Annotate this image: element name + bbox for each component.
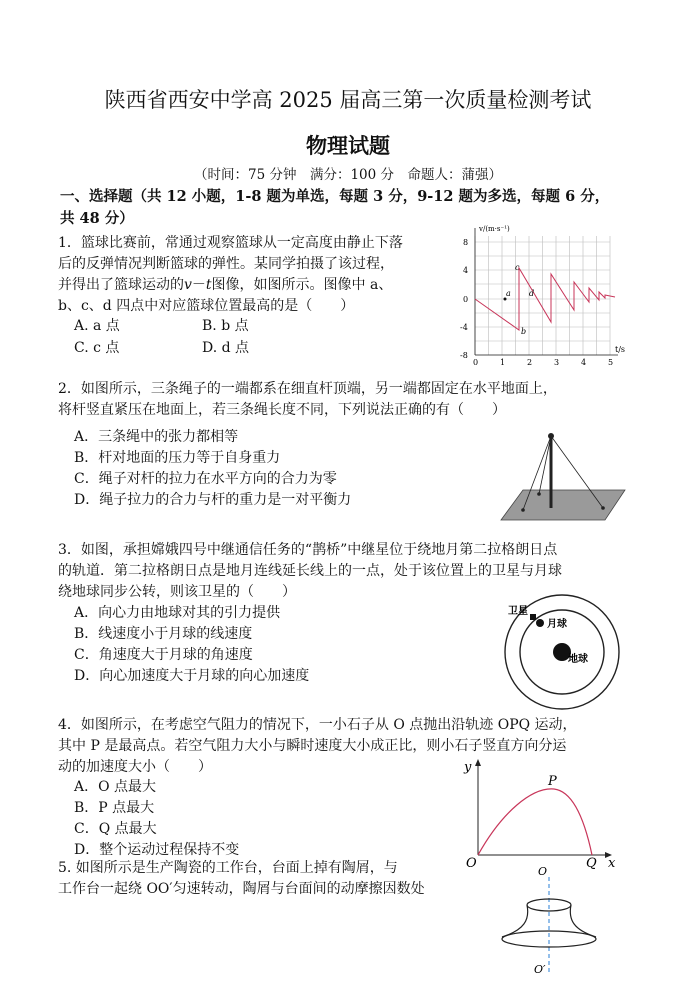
ytick: -8 — [460, 351, 468, 360]
section-heading-line1: 一、选择题（共 12 小题，1-8 题为单选，每题 3 分，9-12 题为多选，每题 6 分， — [60, 188, 610, 205]
q4-option-a[interactable]: A．O 点最大 — [74, 779, 157, 795]
question-1-stem — [58, 233, 458, 317]
q3-option-a[interactable]: A．向心力由地球对其的引力提供 — [74, 605, 281, 621]
q4-trajectory-figure — [462, 757, 622, 869]
q3-option-c[interactable]: C．角速度大于月球的角速度 — [74, 647, 253, 663]
q2-option-c[interactable]: C．绳子对杆的拉力在水平方向的合力为零 — [74, 471, 337, 487]
point-p-label: P — [548, 774, 557, 789]
q2-option-a[interactable]: A．三条绳中的张力都相等 — [74, 429, 239, 445]
moon-label: 月球 — [547, 619, 567, 630]
point-c-label: c — [515, 263, 520, 272]
q3-option-b[interactable]: B．线速度小于月球的线速度 — [74, 626, 253, 642]
q2-pole-figure — [495, 428, 635, 528]
axis-bottom-label: O′ — [534, 963, 546, 976]
q1-line: 并得出了篮球运动的𝑣－𝑡图像，如图所示。图像中 a、 — [58, 277, 393, 293]
q4-line: 动的加速度大小（ ） — [58, 759, 212, 775]
q4-option-b[interactable]: B．P 点最大 — [74, 800, 155, 816]
q4-line: 4．如图所示，在考虑空气阻力的情况下，一小石子从 O 点抛出沿轨迹 OPQ 运动， — [58, 717, 577, 733]
point-d-label: d — [529, 289, 535, 298]
x-axis-label: x — [608, 856, 616, 869]
graph-xlabel: t/s — [615, 345, 626, 354]
q1-line: b、c、d 四点中对应篮球位置最高的是（ ） — [58, 298, 355, 314]
q5-turntable-figure — [490, 865, 630, 980]
q3-line: 的轨道．第二拉格朗日点是地月连线延长线上的一点，处于该位置上的卫星与月球 — [58, 563, 562, 579]
q3-line: 3．如图，承担嫦娥四号中继通信任务的“鹊桥”中继星位于绕地月第二拉格朗日点 — [58, 542, 558, 558]
q2-line: 2．如图所示，三条绳子的一端都系在细直杆顶端，另一端都固定在水平地面上， — [58, 381, 557, 397]
q2-option-d[interactable]: D．绳子拉力的合力与杆的重力是一对平衡力 — [74, 492, 352, 508]
q3-line: 绕地球同步公转，则该卫星的（ ） — [58, 584, 296, 600]
q2-line: 将杆竖直紧压在地面上，若三条绳长度不同，下列说法正确的有（ ） — [58, 402, 506, 418]
question-5-stem — [58, 858, 478, 900]
ytick: 0 — [463, 295, 469, 304]
q1-option-c[interactable]: C. c 点 — [74, 340, 120, 356]
q1-line: 后的反弹情况判断篮球的弹性。某同学拍摄了该过程， — [58, 256, 394, 272]
xtick: 4 — [581, 358, 587, 367]
q4-line: 其中 P 是最高点。若空气阻力大小与瞬时速度大小成正比，则小石子竖直方向分运 — [58, 738, 567, 754]
q3-orbit-figure — [490, 592, 630, 712]
trajectory-curve — [478, 789, 592, 855]
xtick: 2 — [527, 358, 533, 367]
q1-line: 1．篮球比赛前，常通过观察篮球从一定高度由静止下落 — [58, 235, 403, 251]
q2-option-b[interactable]: B．杆对地面的压力等于自身重力 — [74, 450, 281, 466]
axis-top-label: O — [538, 865, 548, 878]
section-heading-line2: 共 48 分） — [60, 210, 134, 227]
q5-line: 工作台一起绕 OO′匀速转动，陶屑与台面间的动摩擦因数处 — [58, 881, 425, 897]
q3-option-d[interactable]: D．向心加速度大于月球的向心加速度 — [74, 668, 310, 684]
q1-vt-graph — [455, 222, 635, 370]
earth-label: 地球 — [568, 654, 588, 665]
question-2-stem — [58, 379, 678, 421]
ground-plane — [501, 490, 625, 520]
q5-line: 5. 如图所示是生产陶瓷的工作台，台面上掉有陶屑，与 — [58, 860, 398, 876]
q4-option-c[interactable]: C．Q 点最大 — [74, 821, 157, 837]
point-q-label: Q — [586, 856, 597, 869]
moon — [536, 619, 544, 627]
exam-meta: （时间：75 分钟 满分：100 分 命题人：蒲强） — [193, 167, 503, 183]
graph-ylabel: v/(m·s⁻¹) — [479, 225, 510, 233]
xtick: 5 — [608, 358, 614, 367]
q1-option-d[interactable]: D. d 点 — [202, 340, 250, 356]
point-b-label: b — [521, 327, 527, 336]
xtick: 0 — [473, 358, 479, 367]
subject-title: 物理试题 — [306, 133, 390, 158]
xtick: 3 — [554, 358, 560, 367]
q1-option-b[interactable]: B. b 点 — [202, 318, 249, 334]
satellite — [530, 614, 536, 620]
satellite-label: 卫星 — [508, 606, 528, 617]
ytick: 4 — [463, 266, 469, 275]
y-axis-label: y — [464, 760, 472, 775]
point-a-label: a — [506, 289, 511, 298]
q1-option-a[interactable]: A. a 点 — [74, 318, 120, 334]
q4-option-d[interactable]: D．整个运动过程保持不变 — [74, 842, 240, 858]
rope — [539, 436, 551, 494]
xtick: 1 — [500, 358, 506, 367]
origin-label: O — [466, 856, 477, 869]
ytick: 8 — [463, 238, 469, 247]
ytick: -4 — [460, 323, 468, 332]
exam-title: 陕西省西安中学高 2025 届高三第一次质量检测考试 — [104, 88, 592, 112]
